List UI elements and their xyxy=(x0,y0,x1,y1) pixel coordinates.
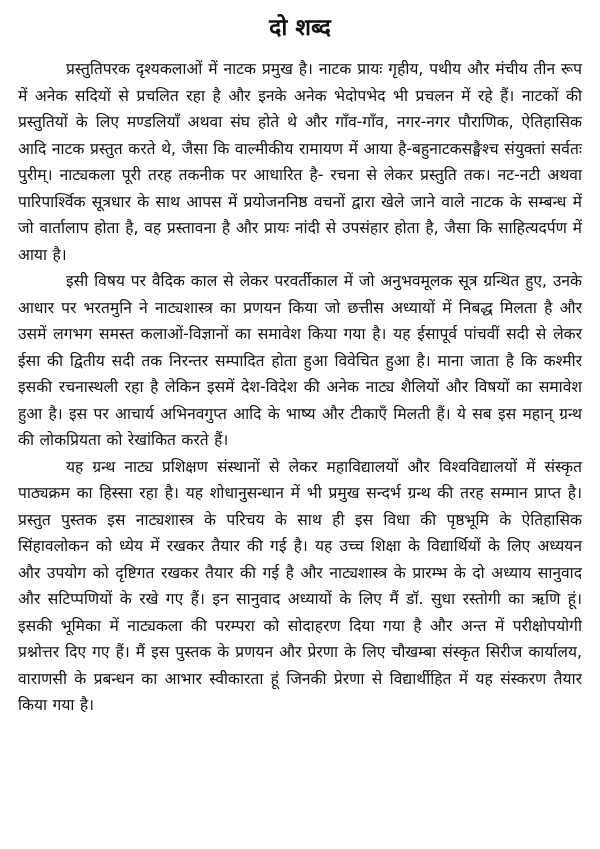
paragraph-3: यह ग्रन्थ नाट्य प्रशिक्षण संस्थानों से लेकर महाविद्यालयों और विश्वविद्यालयों में संस्कृत पाठ्यक्रम का हिस्सा रहा है। यह शोधानुसन्धान में भी प्रमुख सन्दर्भ ग्रन्थ की तरह सम्मान प्राप्त है। प्रस्तुत पुस्तक इस नाट्यशास्त्र के परिचय के साथ ही इस विधा की पृष्ठभूमि के ऐतिहासिक सिंहावलोकन को ध्येय में रखकर तैयार की गई है। यह उच्च शिक्षा के विद्यार्थियों के लिए अध्ययन और उपयोग को दृष्टिगत रखकर तैयार की गई है और नाट्यशास्त्र के प्रारम्भ के दो अध्याय सानुवाद और सटिप्पणियों के रखे गए हैं। इन सानुवाद अध्यायों के लिए मैं डॉ. सुधा रस्तोगी का ऋणि हूं। इसकी भूमिका में नाट्यकला की परम्परा को सोदाहरण दिया गया है और अन्त में परीक्षोपयोगी प्रश्नोत्तर दिए गए हैं। मैं इस पुस्तक के प्रणयन और प्रेरणा के लिए चौखम्बा संस्कृत सिरीज कार्यालय, वाराणसी के प्रबन्धन का आभार स्वीकारता हूं जिनकी प्रेरणा से विद्यार्थीहित में यह संस्करण तैयार किया गया है। xyxy=(18,457,582,714)
paragraph-2: इसी विषय पर वैदिक काल से लेकर परवर्तीकाल में जो अनुभवमूलक सूत्र ग्रन्थित हुए, उनके आधार पर भरतमुनि ने नाट्यशास्त्र का प्रणयन किया जो छत्तीस अध्यायों में निबद्ध मिलता है और उसमें लगभग समस्त कलाओं-विज्ञानों का समावेश किया गया है। यह ईसापूर्व पांचवीं सदी से लेकर ईसा की द्वितीय सदी तक निरन्तर सम्पादित होता हुआ विवेचित हुआ है। माना जाता है कि कश्मीर इसकी रचनास्थली रहा है लेकिन इसमें देश-विदेश की अनेक नाट्य शैलियों और विषयों का समावेश हुआ है। इस पर आचार्य अभिनवगुप्त आदि के भाष्य और टीकाएँ मिलती हैं। ये सब इस महान् ग्रन्थ की लोकप्रियता को रेखांकित करते हैं। xyxy=(18,272,582,449)
paragraph-1: प्रस्तुतिपरक दृश्यकलाओं में नाटक प्रमुख है। नाटक प्रायः गृहीय, पथीय और मंचीय तीन रूप में अनेक सदियों से प्रचलित रहा है और इनके अनेक भेदोपभेद भी प्रचलन में रहे हैं। नाटकों की प्रस्तुतियों के लिए मण्डलियाँ अथवा संघ होते थे और गाँव-गाँव, नगर-नगर पौराणिक, ऐतिहासिक आदि नाटक प्रस्तुत करते थे, जैसा कि वाल्मीकीय रामायण में आया है-बहुनाटकसङ्घैश्च संयुक्तां सर्वतः पुरीम्। नाट्यकला पूरी तरह तकनीक पर आधारित है- रचना से लेकर प्रस्तुति तक। नट-नटी अथवा पारिपार्श्विक सूत्रधार के साथ आपस में प्रयोजननिष्ठ वचनों द्वारा खेले जाने वाले नाटक के सम्बन्ध में जो वार्तालाप होता है, वह प्रस्तावना है और प्रायः नांदी से उपसंहार होता है, जैसा कि साहित्यदर्पण में आया है। xyxy=(18,60,582,264)
page-title: दो शब्द xyxy=(269,15,331,41)
